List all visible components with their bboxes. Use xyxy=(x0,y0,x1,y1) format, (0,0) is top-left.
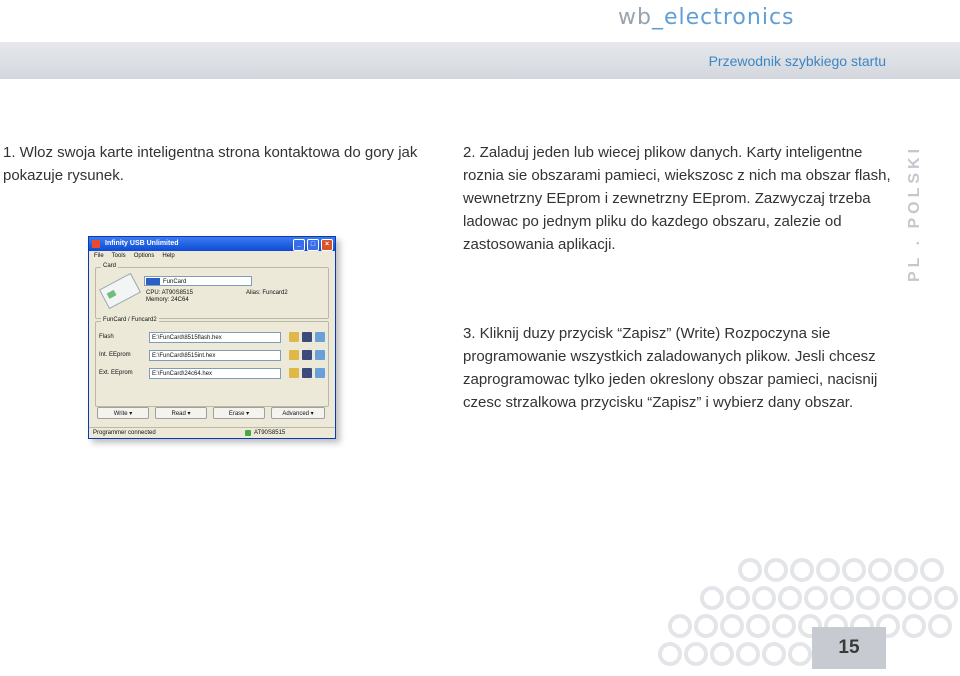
card-group xyxy=(95,263,329,319)
read-button[interactable]: Read ▾ xyxy=(155,407,207,419)
step-1-text: 1. Wloz swoja karte inteligentna strona kontaktowa do gory jak pokazuje rysunek. xyxy=(3,144,418,184)
cpu-info: CPU: AT90S8515 xyxy=(146,290,193,296)
decorative-circle-pattern xyxy=(560,540,960,676)
open-folder-icon[interactable] xyxy=(289,332,299,342)
window-titlebar xyxy=(89,237,335,251)
file-row-label: Ext. EEprom xyxy=(99,370,133,376)
page-number: 15 xyxy=(812,627,886,669)
write-button[interactable]: Write ▾ xyxy=(97,407,149,419)
card-select-value: FunCard xyxy=(163,279,187,285)
page-subtitle: Przewodnik szybkiego startu xyxy=(708,53,886,69)
read-button-label: Read xyxy=(171,411,186,417)
brand-logo xyxy=(618,5,795,30)
program-icon[interactable] xyxy=(315,350,325,360)
logo-accent: _electronics xyxy=(651,5,795,30)
erase-button[interactable]: Erase ▾ xyxy=(213,407,265,419)
minimize-icon[interactable]: _ xyxy=(293,239,305,251)
file-path-field[interactable]: E:\FunCard\8515int.hex xyxy=(149,350,281,361)
language-side-tab xyxy=(906,122,940,282)
program-icon[interactable] xyxy=(315,368,325,378)
status-led-icon xyxy=(245,430,251,436)
alias-info: Alias: Funcard2 xyxy=(246,290,288,296)
card-select-highlight xyxy=(146,278,160,285)
save-disk-icon[interactable] xyxy=(302,368,312,378)
app-window-screenshot xyxy=(88,236,336,439)
save-disk-icon[interactable] xyxy=(302,332,312,342)
file-path-field[interactable]: E:\FunCard\8515flash.hex xyxy=(149,332,281,343)
file-row-label: Flash xyxy=(99,334,114,340)
write-button-label: Write xyxy=(113,411,128,417)
status-connection: Programmer connected xyxy=(93,430,156,436)
advanced-button-label: Advanced xyxy=(282,411,309,417)
save-disk-icon[interactable] xyxy=(302,350,312,360)
card-info xyxy=(146,290,193,304)
open-folder-icon[interactable] xyxy=(289,350,299,360)
step-2-text: 2. Zaladuj jeden lub wiecej plikow danych. Karty inteligentne roznia sie obszarami pamieci, wiekszosc z nich ma obszar flash, wewnetrzny EEprom i zewnetrzny EEprom. Zazwyczaj trzeba ladowac po jednym pliku do kazdego obszaru, zalezie od zastosowania aplikacji. xyxy=(463,144,891,253)
file-row-flash xyxy=(99,332,325,344)
step-3-text: 3. Kliknij duzy przycisk “Zapisz” (Write) Rozpoczyna sie programowanie wszystkich zaladowanych plikow. Jesli chcesz zaprogramowac tylko jeden okreslony obszar pamieci, nacisnij czesc strzalkowa przycisku “Zapisz” i wybierz dany obszar. xyxy=(463,325,878,411)
language-label: PL . POLSKI xyxy=(906,144,923,282)
menu-bar xyxy=(89,251,335,261)
status-bar xyxy=(89,427,335,438)
menu-help[interactable]: Help xyxy=(162,253,175,259)
logo-prefix: wb xyxy=(618,5,652,30)
menu-tools[interactable]: Tools xyxy=(111,253,126,259)
status-chip: AT90S8515 xyxy=(254,430,286,436)
file-row-int-eeprom xyxy=(99,350,325,362)
program-icon[interactable] xyxy=(315,332,325,342)
action-buttons xyxy=(95,407,327,421)
advanced-button[interactable]: Advanced ▾ xyxy=(271,407,325,419)
smart-card-icon xyxy=(99,273,141,309)
window-title: Infinity USB Unlimited xyxy=(105,240,179,247)
memory-info: Memory: 24C64 xyxy=(146,297,189,303)
app-icon xyxy=(92,240,100,248)
close-icon[interactable]: × xyxy=(321,239,333,251)
menu-file[interactable]: File xyxy=(94,253,104,259)
file-row-label: Int. EEprom xyxy=(99,352,131,358)
menu-options[interactable]: Options xyxy=(133,253,155,259)
card-type-select[interactable] xyxy=(144,276,252,286)
file-path-field[interactable]: E:\FunCard\24c64.hex xyxy=(149,368,281,379)
funcard-group xyxy=(95,317,329,407)
erase-button-label: Erase xyxy=(228,411,245,417)
open-folder-icon[interactable] xyxy=(289,368,299,378)
file-row-ext-eeprom xyxy=(99,368,325,380)
funcard-group-label: FunCard / Funcard2 xyxy=(103,317,157,323)
card-chip-icon xyxy=(107,290,117,299)
card-group-label: Card xyxy=(103,263,117,269)
maximize-icon[interactable]: □ xyxy=(307,239,319,251)
